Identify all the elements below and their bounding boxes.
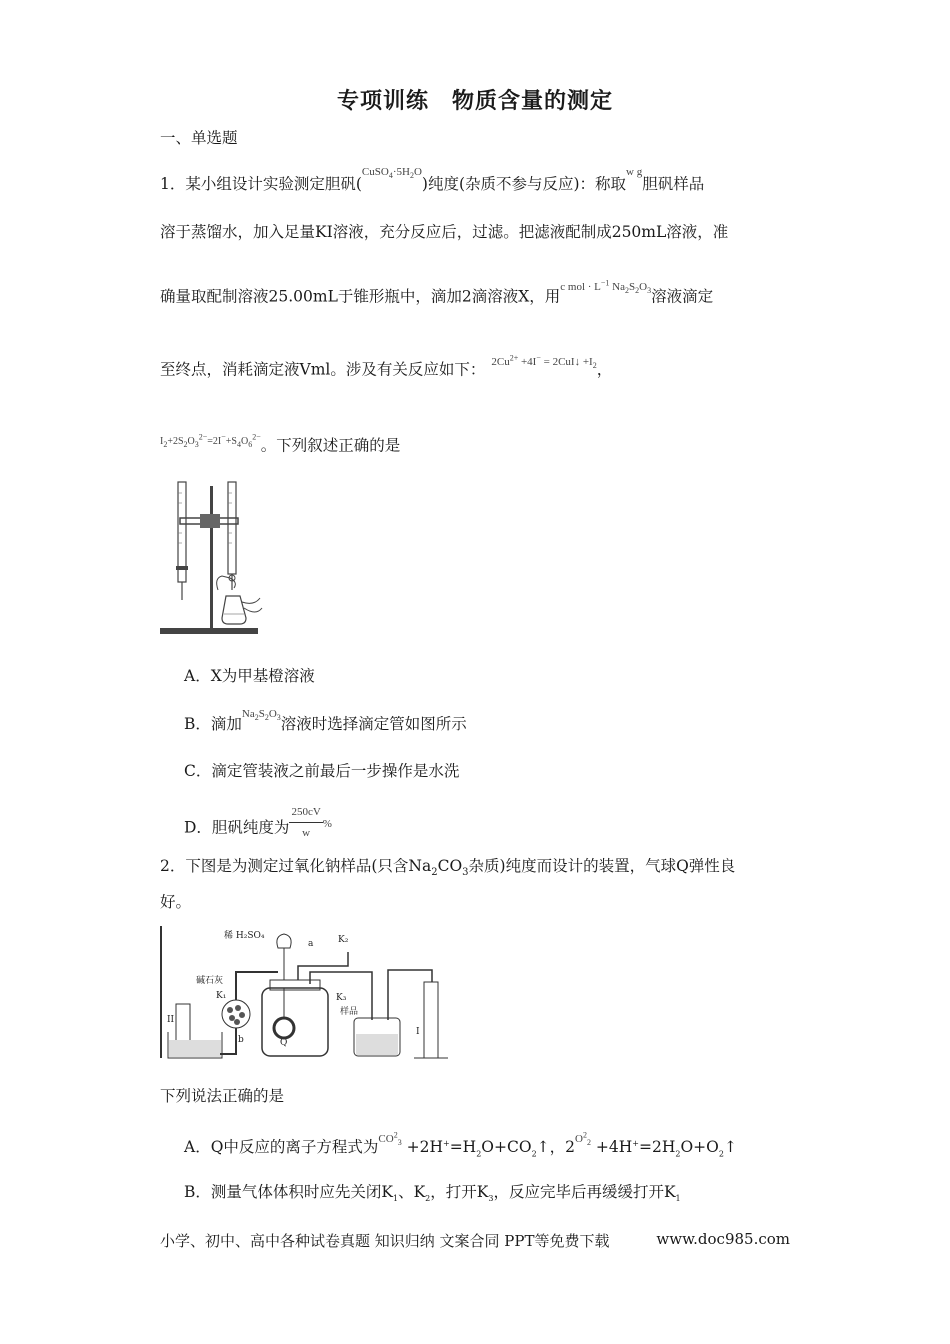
page-title: 专项训练 物质含量的测定	[336, 89, 613, 114]
label-i: I	[416, 1027, 420, 1037]
label-q: Q	[280, 1038, 288, 1048]
label-k1: K₁	[216, 991, 227, 1001]
q1-line-2: 溶于蒸馏水，加入足量KI溶液，充分反应后，过滤。把滤液配制成250mL溶液，准	[160, 223, 729, 241]
label-b: b	[238, 1035, 244, 1045]
q1-option-c: C．滴定管装液之前最后一步操作是水洗	[184, 762, 460, 780]
label-soda-lime: 碱石灰	[196, 976, 224, 986]
gas-apparatus-figure	[158, 922, 448, 1062]
q1-option-a: A．X为甲基橙溶液	[184, 667, 315, 685]
q1-line-4: 至终点，消耗滴定液Vml。涉及有关反应如下： $^{2Cu^{2+} +4I^- = 2CuI↓ +I_2}$，	[160, 353, 613, 379]
label-k2: K₂	[338, 935, 349, 945]
q1-line-5: $^{I_2+2S_2O_3^{2-}=2I^-+S_4O_6^{2-}}$。下列叙述正确的是	[160, 433, 401, 455]
label-sample: 样品	[340, 1007, 359, 1017]
q2-line-1: 2．下图是为测定过氧化钠样品(只含$Na_2CO_3$杂质)纯度而设计的装置，气球Q弹性良	[160, 857, 736, 879]
page-footer	[160, 1230, 790, 1251]
footer-url: www.doc985.com	[656, 1230, 790, 1248]
label-dilute-h2so4: 稀 H₂SO₄	[224, 931, 265, 941]
q2-line-2: 好。	[160, 893, 192, 911]
q2-option-a: A．Q中反应的离子方程式为$^{CO^2_3} +2H^+=H_2O+CO_2↑$，$2^{O^2_2}$ $+4H^+=2H_2O+O_2↑$	[184, 1130, 737, 1159]
q1-line-3: 确量取配制溶液25.00mL于锥形瓶中，滴加2滴溶液X，用$^{c mol \cdot L^{-1} Na_2S_2O_3}$溶液滴定	[160, 278, 714, 306]
q2-prompt: 下列说法正确的是	[160, 1087, 285, 1105]
label-ii: II	[167, 1015, 175, 1025]
q1-line-1: 1．某小组设计实验测定胆矾($^{CuSO_4\cdot 5H_2O}$)纯度(杂质不参与反应)：称取$^{w g}$胆矾样品	[160, 166, 705, 193]
section-heading: 一、单选题	[160, 129, 238, 147]
label-k3: K₃	[336, 993, 347, 1003]
footer-left-text: 小学、初中、高中各种试卷真题 知识归纳 文案合同 PPT等免费下载	[160, 1232, 610, 1250]
label-a: a	[308, 939, 314, 949]
titration-apparatus-figure	[158, 478, 268, 638]
q1-option-b: B．滴加$^{Na_2S_2O_3}$溶液时选择滴定管如图所示	[184, 708, 467, 733]
q1-option-d: D．胆矾纯度为 $\frac{250cV}{w}$ %	[184, 808, 332, 849]
q2-option-b: B．测量气体体积时应先关闭$K_1$、$K_2$，打开$K_3$，反应完毕后再缓缓打开$K_1$	[184, 1183, 681, 1204]
